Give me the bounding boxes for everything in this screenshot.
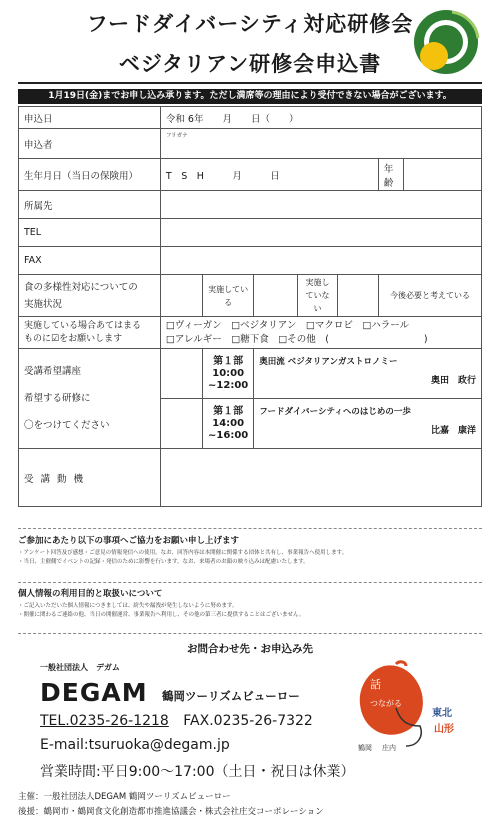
participation-notes	[18, 534, 482, 567]
applicant-label: 申込者	[19, 129, 161, 159]
org-type: 一般社団法人 デガム	[40, 663, 120, 672]
course2-part: 第１部	[213, 405, 244, 417]
stamp-text-2: つながる	[370, 699, 402, 708]
course1-part: 第１部	[213, 355, 244, 367]
header-rule	[18, 82, 482, 84]
implemented-option-label: 実施している	[203, 275, 254, 317]
birth-label: 生年月日（当日の保険用）	[19, 159, 161, 191]
applicant-field[interactable]	[160, 129, 481, 159]
birth-field[interactable]: T S H 月 日	[160, 159, 378, 191]
tel-field[interactable]	[160, 219, 481, 247]
participation-notes-heading: ご参加にあたり以下の事項へご協力をお願い申し上げます	[18, 536, 240, 546]
diversity-status-label	[19, 275, 161, 317]
course2-start: 14:00	[212, 417, 245, 429]
implemented-checkbox[interactable]	[160, 275, 202, 317]
tsuruoka-stamp-icon	[350, 660, 478, 756]
not-implemented-checkbox[interactable]	[254, 275, 298, 317]
diversity-label-line2: 実施状況	[24, 298, 63, 310]
participation-note-1: ・アンケート回答及び感想・ご意見の情報発信への使用。なお、回答内容は本開催に関係する団体と共有し、事業報告へ使用します。	[18, 550, 348, 556]
course1-end: ~12:00	[208, 379, 249, 391]
fax-label: FAX	[19, 247, 161, 275]
motive-field[interactable]	[160, 449, 481, 507]
org-name: DEGAM	[40, 678, 148, 707]
age-label: 年齢	[378, 159, 403, 191]
stamp-text-6: 庄内	[382, 744, 396, 752]
diversity-label-line1: 食の多様性対応についての	[24, 281, 138, 293]
course1-info	[254, 349, 482, 399]
privacy-notes	[18, 587, 482, 620]
contact-phone-line	[40, 713, 313, 729]
application-form-table	[18, 106, 482, 507]
stamp-text-4: 山形	[434, 724, 454, 735]
not-implemented-option-label: 実施していない	[298, 275, 337, 317]
course1-lecturer: 奥田 政行	[430, 376, 476, 386]
stamp-text-3: 東北	[432, 708, 452, 719]
date-label: 申込日	[19, 107, 161, 129]
date-field[interactable]: 令和 6年 月 日（ ）	[160, 107, 481, 129]
course-preference-label	[19, 349, 161, 449]
course2-lecturer: 比嘉 康洋	[430, 426, 476, 436]
diet-type-checkboxes[interactable]	[160, 317, 481, 349]
contact-heading: お問合わせ先・お申込み先	[187, 643, 313, 655]
deadline-banner: 1月19日(金)までお申し込み承ります。ただし満席等の理由により受付できない場合がございます。	[18, 89, 482, 104]
organizer-line: 主催：一般社団法人DEGAM 鶴岡ツーリズムビューロー	[18, 792, 231, 802]
food-diversity-logo-icon	[412, 8, 480, 76]
affiliation-label: 所属先	[19, 191, 161, 219]
privacy-notes-heading: 個人情報の利用目的と取扱いについて	[18, 589, 163, 599]
course1-time	[203, 349, 254, 399]
supporters-line: 後援：鶴岡市・鶴岡食文化創造都市推進協議会・株式会社庄交コーポレーション	[18, 807, 324, 817]
diet-options-row1[interactable]: □ヴィーガン □ベジタリアン □マクロビ □ハラール	[165, 319, 410, 331]
applicable-items-label	[19, 317, 161, 349]
form-title-line1: フードダイバーシティ対応研修会	[86, 12, 414, 36]
bureau-name: 鶴岡ツーリズムビューロー	[162, 689, 300, 703]
course2-info	[254, 399, 482, 449]
course-label-line3: 〇をつけてください	[24, 420, 110, 431]
course-label-line2: 希望する研修に	[24, 393, 91, 404]
course2-title: フードダイバーシティへのはじめの一歩	[259, 407, 411, 417]
privacy-note-2: ・開催に関わるご連絡の他、当日の開催運営、事業報告へ利用し、その他の第三者に提供することはございません。	[18, 612, 305, 618]
contact-divider	[18, 633, 482, 634]
motive-label: 受 講 動 機	[19, 449, 161, 507]
future-checkbox[interactable]	[337, 275, 378, 317]
course2-select-cell[interactable]	[160, 399, 202, 449]
affiliation-field[interactable]	[160, 191, 481, 219]
apply-label-line1: 実施している場合あてはまる	[24, 320, 142, 331]
fax-field[interactable]	[160, 247, 481, 275]
furigana-label: フリガナ	[165, 133, 188, 139]
tel-number[interactable]: TEL.0235-26-1218	[40, 713, 169, 729]
course2-end: ~16:00	[208, 429, 249, 441]
apply-label-line2: ものに☑をお願いします	[24, 333, 123, 344]
notes-divider	[18, 528, 482, 529]
age-field[interactable]	[403, 159, 481, 191]
course1-select-cell[interactable]	[160, 349, 202, 399]
tel-label: TEL	[19, 219, 161, 247]
form-title-line2: ベジタリアン研修会申込書	[118, 52, 382, 76]
privacy-note-1: ・ご記入いただいた個人情報につきましては、紛失や漏洩が発生しないように努めます。	[18, 603, 238, 609]
privacy-divider	[18, 582, 482, 583]
course2-time	[203, 399, 254, 449]
course1-title: 奥田流 ベジタリアンガストロノミー	[259, 357, 398, 367]
fax-number: FAX.0235-26-7322	[183, 713, 313, 729]
business-hours: 営業時間:平日9:00～17:00（土日・祝日は休業）	[40, 764, 355, 780]
participation-note-2: ・当日、主催側でイベントの記録・発信のために影響を行います。なお、来場者のお顔の映り込みは配慮いたします。	[18, 559, 309, 565]
stamp-text-5: 鶴岡	[358, 744, 372, 752]
future-option-label: 今後必要と考えている	[378, 275, 481, 317]
diet-options-row2[interactable]: □アレルギー □糖下食 □その他 ( )	[165, 333, 428, 345]
contact-email[interactable]: E-mail:tsuruoka@degam.jp	[40, 737, 230, 753]
course1-start: 10:00	[212, 367, 245, 379]
course-label-line1: 受講希望講座	[24, 366, 82, 377]
stamp-text-1: 話	[370, 678, 381, 691]
